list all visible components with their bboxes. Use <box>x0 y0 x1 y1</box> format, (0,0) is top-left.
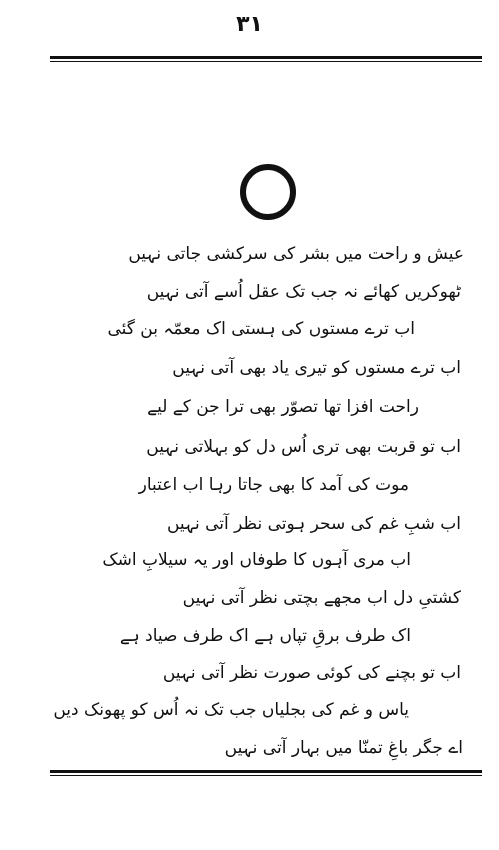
header-rule-thin <box>50 61 482 62</box>
verse-line: یاس و غم کی بجلیاں جب تک نہ اُس کو پھونک دیں <box>53 700 409 720</box>
circle-ornament-icon <box>240 164 296 220</box>
header-rule <box>50 56 482 62</box>
verse-line: اک طرف برقِ تپاں ہے اک طرف صیاد ہے <box>119 626 411 646</box>
verse-line: اب شبِ غم کی سحر ہوتی نظر آتی نہیں <box>166 514 461 534</box>
verse-line: اب ترے مستوں کی ہستی اک معمّہ بن گئی <box>107 319 415 339</box>
verse-line: عیش و راحت میں بشر کی سرکشی جاتی نہیں <box>128 244 464 264</box>
verse-line: ٹھوکریں کھائے نہ جب تک عقل اُسے آتی نہیں <box>146 282 461 302</box>
verse-line: کشتیِ دل اب مجھے بچتی نظر آتی نہیں <box>182 588 461 608</box>
verse-line: اے جگر باغِ تمنّا میں بہار آتی نہیں <box>224 738 463 758</box>
verse-line: اب ترے مستوں کو تیری یاد بھی آتی نہیں <box>172 358 461 378</box>
verse-line: اب تو قربت بھی تری اُس دل کو بہلاتی نہیں <box>146 437 461 457</box>
verse-line: اب تو بچنے کی کوئی صورت نظر آتی نہیں <box>162 663 461 683</box>
header-rule-thick <box>50 56 482 59</box>
footer-rule-thin <box>50 775 482 776</box>
footer-rule <box>50 770 482 776</box>
footer-rule-thick <box>50 770 482 773</box>
page-number: ۳۱ <box>236 12 263 37</box>
verse-line: موت کی آمد کا بھی جاتا رہا اب اعتبار <box>138 475 409 495</box>
verse-line: راحت افزا تھا تصوّر بھی ترا جن کے لیے <box>147 397 419 417</box>
verse-line: اب مری آہوں کا طوفاں اور یہ سیلابِ اشک <box>102 550 411 570</box>
